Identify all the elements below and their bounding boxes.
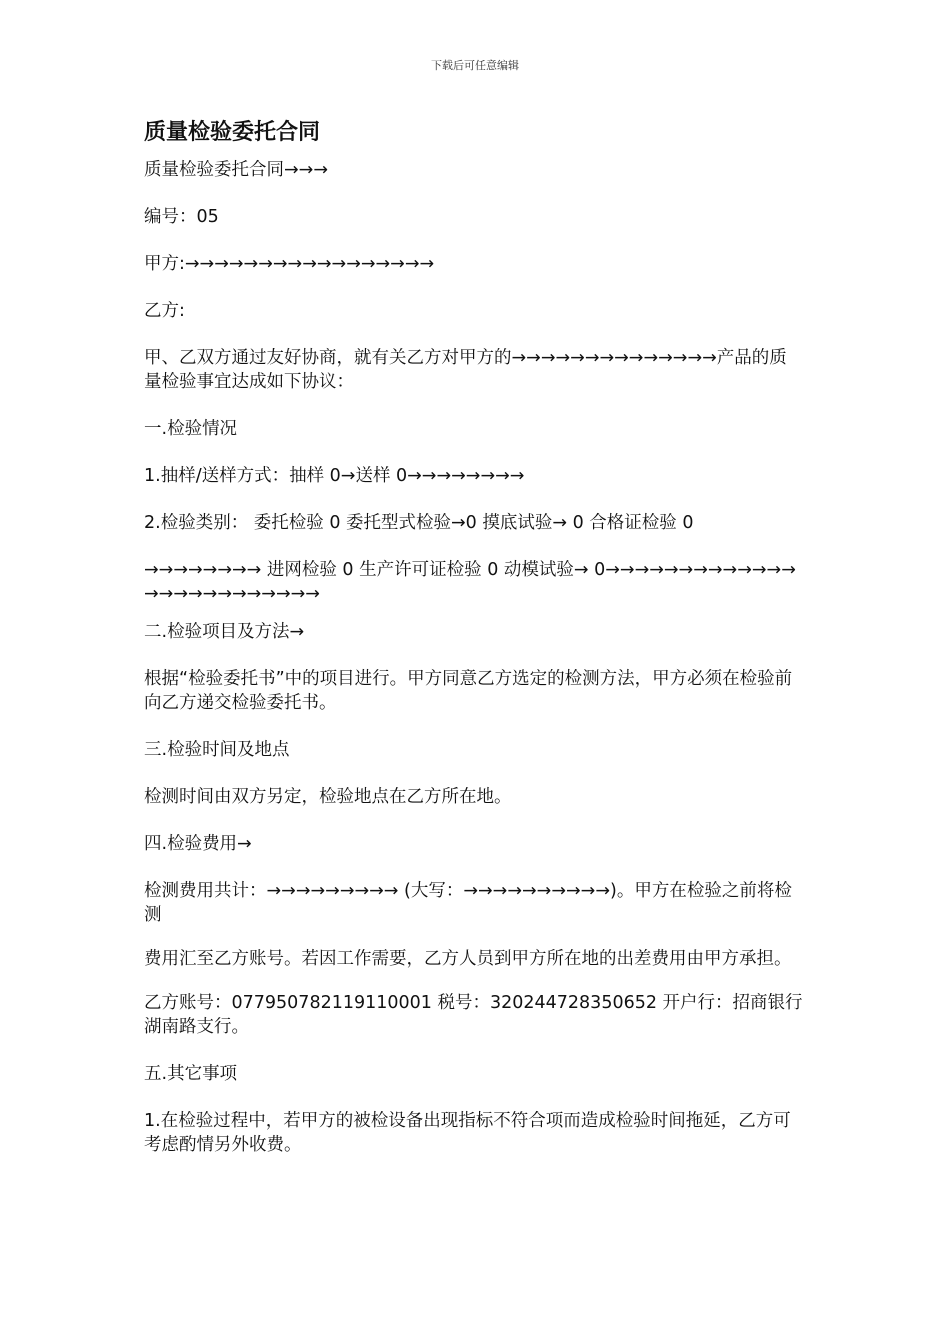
page-header-note: 下载后可任意编辑 bbox=[431, 59, 519, 72]
paragraph-party-b: 乙方: bbox=[144, 301, 185, 321]
document-body bbox=[144, 116, 804, 1180]
paragraph-inspection-type: 2.检验类别： 委托检验 0 委托型式检验→0 摸底试验→ 0 合格证检验 0 bbox=[144, 513, 694, 533]
paragraph-other-matters-1: 1.在检验过程中，若甲方的被检设备出现指标不符合项而造成检验时间拖延，乙方可考虑酌情另外收费。 bbox=[144, 1111, 791, 1155]
paragraph-inspection-type-cont: →→→→→→→→ 进网检验 0 生产许可证检验 0 动模试验→ 0→→→→→→→→→→→→→→→→→→→→→→→→→ bbox=[144, 560, 796, 604]
paragraph-fee-transfer: 费用汇至乙方账号。若因工作需要，乙方人员到甲方所在地的出差费用由甲方承担。 bbox=[144, 949, 792, 969]
section-heading-1: 一.检验情况 bbox=[144, 419, 238, 439]
paragraph-time-place: 检测时间由双方另定，检验地点在乙方所在地。 bbox=[144, 787, 512, 807]
paragraph-sampling-method: 1.抽样/送样方式：抽样 0→送样 0→→→→→→→→ bbox=[144, 466, 525, 486]
section-heading-3: 三.检验时间及地点 bbox=[144, 740, 290, 760]
section-heading-2: 二.检验项目及方法→ bbox=[144, 622, 305, 642]
paragraph-party-a: 甲方:→→→→→→→→→→→→→→→→→ bbox=[144, 254, 435, 274]
paragraph-items-methods: 根据“检验委托书”中的项目进行。甲方同意乙方选定的检测方法，甲方必须在检验前向乙方递交检验委托书。 bbox=[144, 669, 793, 713]
paragraph-number: 编号：05 bbox=[144, 207, 219, 227]
paragraph-bank-account: 乙方账号：077950782119110001 税号：320244728350652 开户行：招商银行湖南路支行。 bbox=[144, 993, 803, 1037]
document-title: 质量检验委托合同 bbox=[144, 120, 321, 145]
section-heading-5: 五.其它事项 bbox=[144, 1064, 238, 1084]
paragraph-fee-total: 检测费用共计：→→→→→→→→→ (大写：→→→→→→→→→→)。甲方在检验之前将检测 bbox=[144, 881, 792, 925]
paragraph-subtitle: 质量检验委托合同→→→ bbox=[144, 160, 328, 180]
section-heading-4: 四.检验费用→ bbox=[144, 834, 252, 854]
paragraph-agreement-intro: 甲、乙双方通过友好协商，就有关乙方对甲方的→→→→→→→→→→→→→→产品的质量检验事宜达成如下协议： bbox=[144, 348, 787, 392]
